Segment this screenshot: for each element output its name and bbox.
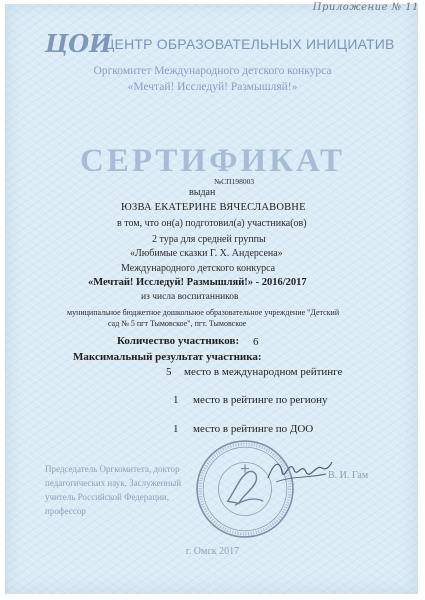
signatory-name: В. И. Гам [328, 470, 369, 481]
result-place-text: место в рейтинге по региону [193, 394, 328, 406]
contest-header: «Мечтай! Исследуй! Размышляй!» [127, 81, 298, 93]
organizing-committee: Оргкомитет Международного детского конкурса [93, 65, 332, 77]
result-place-text: место в рейтинге по ДОО [193, 423, 314, 435]
participant-count-value: 6 [253, 336, 259, 348]
annex-note: Приложение № 11 [312, 2, 419, 13]
certificate-title: СЕРТИФИКАТ [80, 143, 345, 179]
international-text: Международного детского конкурса [121, 263, 276, 274]
footer-city-year: г. Омск 2017 [185, 546, 240, 557]
stage-text: 2 тура для средней группы [152, 234, 266, 245]
logo-text: ЦОИ [45, 29, 112, 58]
signatory-title: Председатель Оргкомитета, доктор педагогических наук, Заслуженный учитель Российской Федерации, профессор [45, 464, 182, 516]
result-place-text: место в международном рейтинге [184, 366, 343, 378]
signature-icon [264, 452, 334, 488]
max-result-label: Максимальный результат участника: [73, 351, 262, 363]
result-place-number: 1 [173, 423, 179, 435]
institution-line-2: сад № 5 пгт Тымовское", пгт. Тымовское [108, 319, 247, 328]
org-name: ЦЕНТР ОБРАЗОВАТЕЛЬНЫХ ИНИЦИАТИВ [104, 36, 395, 52]
institution-line-1: муниципальное бюджетное дошкольное образовательное учреждение "Детский [67, 308, 340, 317]
among-text: из числа воспитанников [141, 292, 239, 302]
participant-count-label: Количество участников: [117, 335, 240, 347]
result-place-number: 1 [173, 394, 179, 406]
result-place-number: 5 [166, 366, 172, 378]
certificate-number: №СП198003 [214, 177, 255, 186]
center-logo [44, 29, 112, 59]
nomination-text: «Любимые сказки Г. Х. Андерсена» [130, 248, 283, 259]
confirmation-text: в том, что он(а) подготовил(а) участника(ов) [117, 218, 307, 229]
recipient-name: ЮЗВА ЕКАТЕРИНЕ ВЯЧЕСЛАВОВНЕ [121, 202, 306, 213]
issued-label: выдан [189, 187, 216, 198]
contest-name: «Мечтай! Исследуй! Размышляй!» - 2016/2017 [88, 277, 307, 288]
